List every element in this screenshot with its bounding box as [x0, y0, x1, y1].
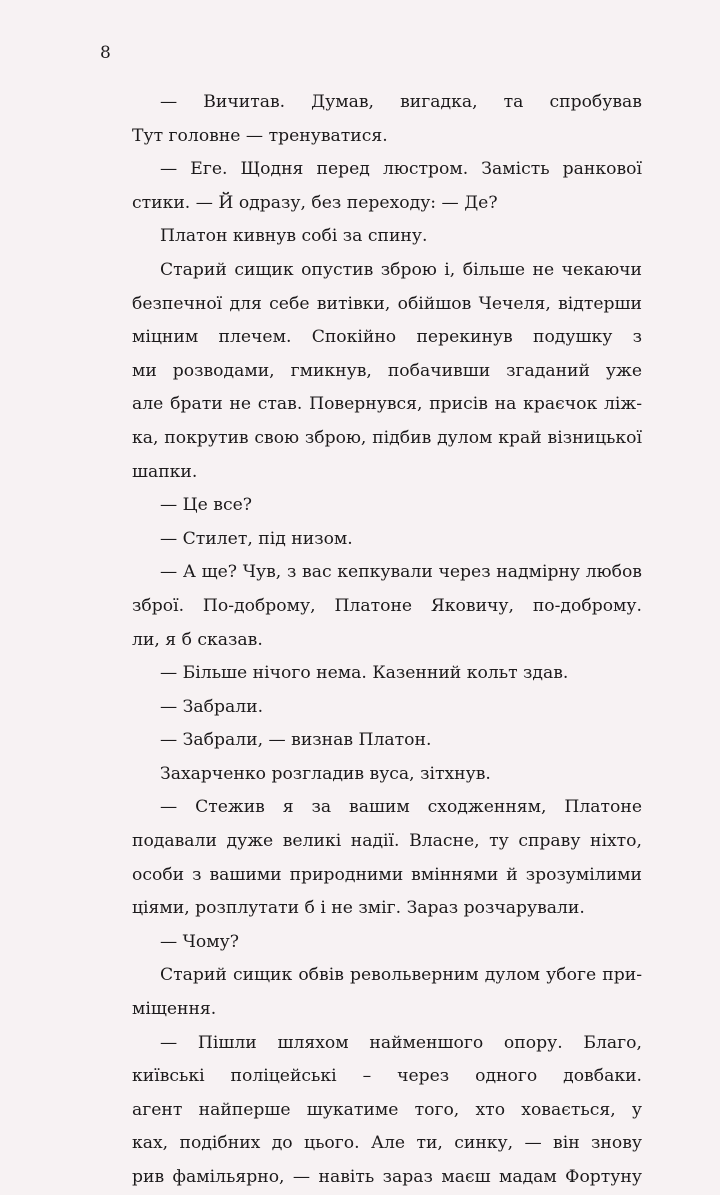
text-line: міцним плечем. Спокійно перекинув подушку з — [132, 327, 642, 348]
body-text — [132, 86, 642, 1195]
text-line: — Забрали. — [160, 696, 264, 717]
text-line: Захарченко розгладив вуса, зітхнув. — [160, 763, 491, 784]
text-line: Платон кивнув собі за спину. — [160, 226, 428, 247]
text-line: — Пішли шляхом найменшого опору. Благо, — [160, 1032, 642, 1053]
text-line: — Вичитав. Думав, вигадка, та спробував — [160, 92, 642, 112]
text-line: ли, я б сказав. — [132, 629, 263, 650]
text-line: Старий сищик обвів револьверним дулом убоге при- — [160, 965, 642, 986]
text-line: київські поліцейські – через одного довбаки. — [132, 1066, 642, 1087]
text-line: стики. — Й одразу, без переходу: — Де? — [132, 192, 498, 213]
page-number: 8 — [100, 43, 111, 63]
text-line: міщення. — [132, 999, 217, 1020]
text-line: ціями, розплутати б і не зміг. Зараз розчарували. — [132, 898, 585, 919]
text-line: — Стилет, під низом. — [160, 528, 353, 549]
text-line: — Стежив я за вашим сходженням, Платоне — [160, 797, 642, 818]
text-line: — Забрали, — визнав Платон. — [160, 730, 432, 751]
text-line: Тут головне — тренуватися. — [132, 125, 388, 146]
text-line: — Це все? — [160, 495, 252, 516]
text-line: — А ще? Чув, з вас кепкували через надмірну любов — [160, 562, 642, 583]
text-line: агент найперше шукатиме того, хто ховається, у — [132, 1099, 642, 1120]
text-line: шапки. — [132, 461, 198, 482]
text-line: ми розводами, гмикнув, побачивши згаданий уже — [132, 360, 642, 381]
text-line: ка, покрутив свою зброю, підбив дулом край візницької — [132, 427, 642, 448]
text-line: ках, подібних до цього. Але ти, синку, — він знову — [132, 1133, 642, 1154]
text-line: зброї. По-доброму, Платоне Яковичу, по-доброму. — [132, 595, 642, 616]
text-line: — Чому? — [160, 931, 239, 952]
text-line: подавали дуже великі надії. Власне, ту справу ніхто, — [132, 831, 642, 852]
text-line: але брати не став. Повернувся, присів на краєчок ліж- — [132, 394, 642, 415]
text-line: — Більше нічого нема. Казенний кольт здав. — [160, 663, 569, 684]
text-line: — Еге. Щодня перед люстром. Замість ранкової — [160, 159, 642, 180]
text-line: Старий сищик опустив зброю і, більше не чекаючи — [160, 259, 642, 280]
text-line: особи з вашими природними вміннями й зрозумілими — [132, 864, 642, 885]
text-line: рив фамільярно, — навіть зараз маєш мадам Фортуну — [132, 1167, 642, 1187]
text-line: безпечної для себе витівки, обійшов Чечеля, відтерши — [132, 293, 642, 314]
